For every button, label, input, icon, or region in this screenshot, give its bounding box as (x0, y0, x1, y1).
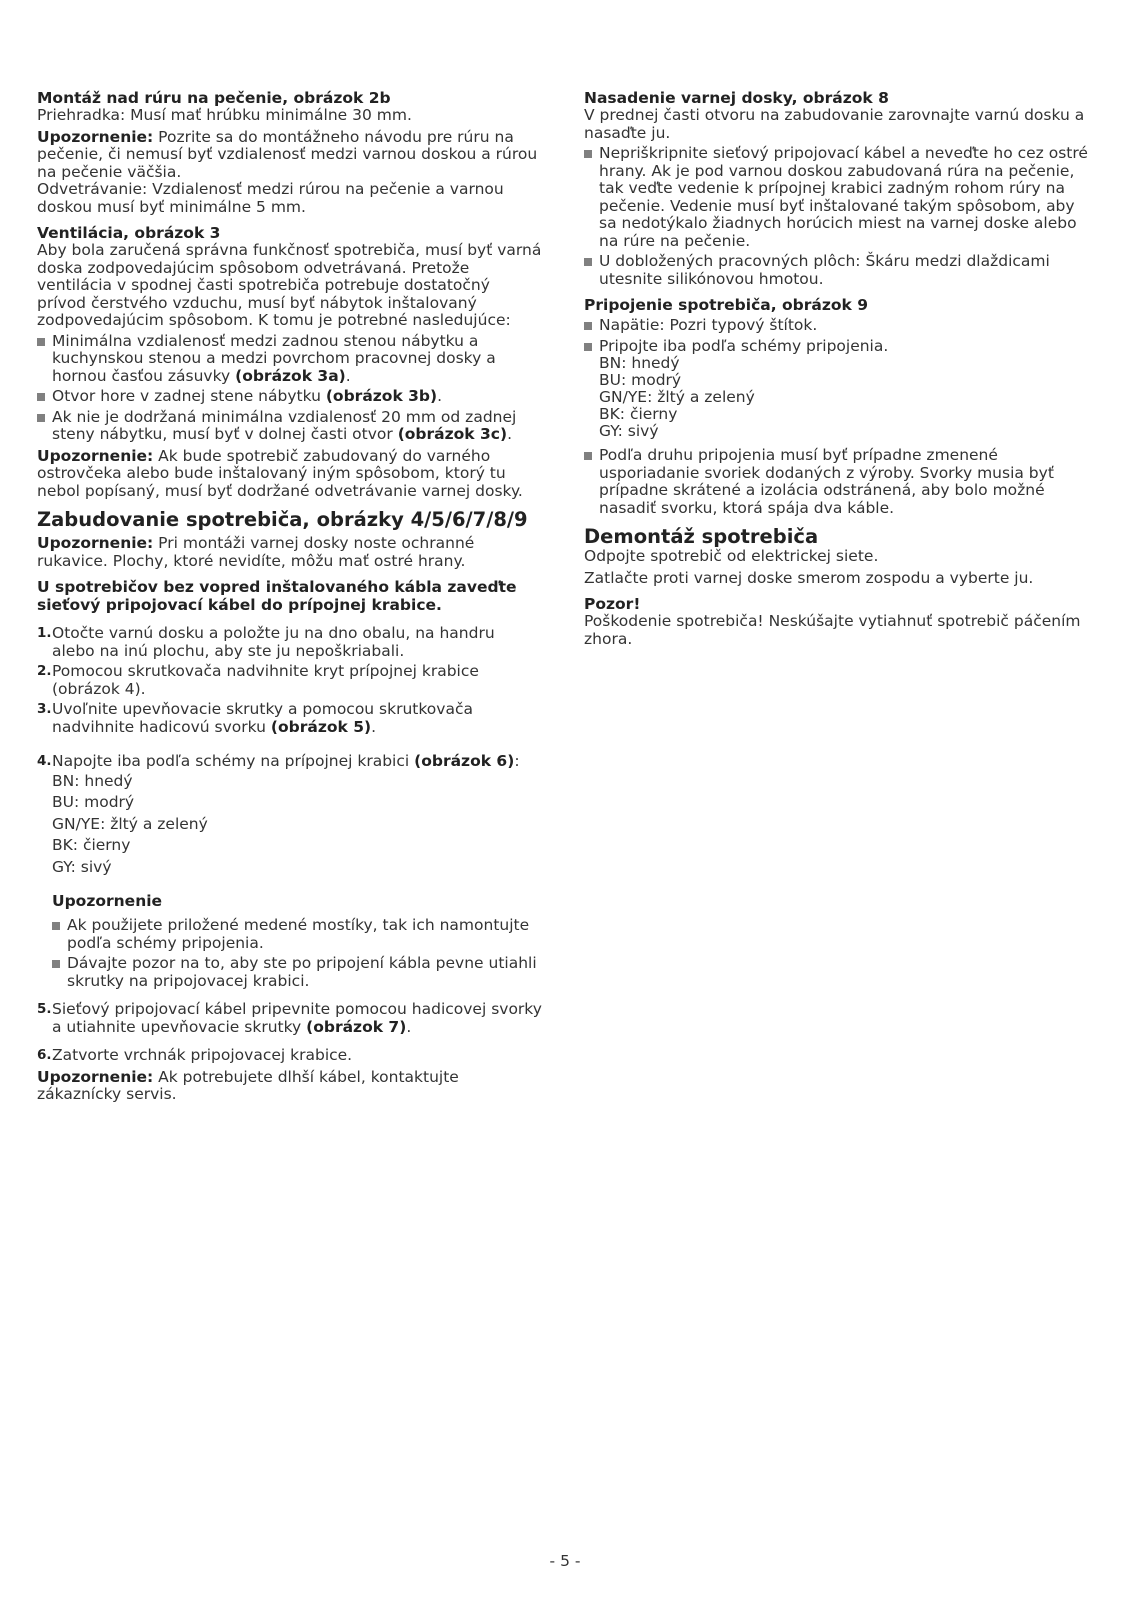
steps-list (37, 1047, 542, 1065)
bullet-list (584, 447, 1094, 517)
step-item (37, 663, 542, 698)
note-text: Pri montáži varnej dosky noste ochranné rukavice. Plochy, ktoré nevidíte, môžu mať ostré hrany. (37, 534, 475, 570)
wire-color-item: BK: čierny (599, 405, 678, 423)
wire-color-item: GY: sivý (52, 857, 112, 876)
bullet-list (584, 317, 1094, 440)
subsection-title: U spotrebičov bez vopred inštalovaného kábla zaveďte sieťový pripojovací kábel do prípojnej krabice. (37, 578, 517, 614)
warning-text: Poškodenie spotrebiča! Neskúšajte vytiahnuť spotrebič páčením zhora. (584, 612, 1081, 648)
note-label: Upozornenie: (37, 534, 154, 552)
step-item (37, 1001, 542, 1036)
wire-color-item: BU: modrý (52, 793, 135, 811)
paragraph: Zatlačte proti varnej doske smerom zospodu a vyberte ju. (584, 568, 1034, 587)
bullet-list (52, 917, 542, 990)
list-item: Podľa druhu pripojenia musí byť prípadne zmenené usporiadanie svoriek dodaných z výroby. Svorky musia byť prípadne skrátené a izolácia odstránená, aby bolo možné nasadiť svorku, ktorá spája dva káble. (584, 447, 1094, 517)
paragraph: Odpojte spotrebič od elektrickej siete. (584, 547, 879, 565)
paragraph: Aby bola zaručená správna funkčnosť spotrebiča, musí byť varná doska zodpovedajúcim spôsobom odvetrávaná. Pretože ventilácia v spodnej časti spotrebiča potrebuje dostatočný prívod čerstvého vzduchu, musí byť nábytok inštalovaný zodpovedajúcim spôsobom. K tomu je potrebné nasledujúce: (37, 241, 542, 329)
figure-ref: (obrázok 3b) (325, 387, 438, 405)
paragraph: Odvetrávanie: Vzdialenosť medzi rúrou na pečenie a varnou doskou musí byť minimálne 5 mm. (37, 180, 504, 216)
step-item (37, 753, 542, 771)
punctuation: . (406, 1017, 412, 1036)
wire-color-item: GN/YE: žltý a zelený (52, 814, 208, 833)
wire-color-list (599, 355, 1094, 440)
wire-color-item: BN: hnedý (599, 354, 680, 372)
note-paragraph (37, 448, 542, 501)
list-item: Nepriškripnite sieťový pripojovací kábel a neveďte ho cez ostré hrany. Ak je pod varnou doskou zabudovaná rúra na pečenie, tak veďte vedenie k prípojnej krabici zadným rohom rúry na pečenie. Vedenie musí byť inštalované takým spôsobom, aby sa nedotýkalo žiadnych horúcich miest na varnej doske alebo na rúre na pečenie. (584, 145, 1094, 250)
punctuation: . (371, 717, 377, 736)
note-paragraph (37, 129, 542, 182)
note-label: Upozornenie: (37, 446, 154, 465)
list-item: U dobložených pracovných plôch: Škáru medzi dlaždicami utesnite silikónovou hmotou. (584, 253, 1094, 288)
step-number: 5. (37, 1001, 52, 1017)
section-title-oven-mounting: Montáž nad rúru na pečenie, obrázok 2b (37, 89, 391, 107)
step-text: Uvoľnite upevňovacie skrutky a pomocou skrutkovača nadvihnite hadicovú svorku (52, 700, 473, 736)
right-column (584, 89, 1094, 648)
wire-color-item: BN: hnedý (52, 771, 133, 790)
figure-ref: (obrázok 3a) (235, 366, 346, 385)
bullet-list (584, 145, 1094, 288)
list-item (37, 333, 542, 386)
step-number: 4. (37, 753, 52, 769)
section-title-installation: Zabudovanie spotrebiča, obrázky 4/5/6/7/8/9 (37, 508, 528, 531)
step-text: Sieťový pripojovací kábel pripevnite pomocou hadicovej svorky a utiahnite upevňovacie skrutky (52, 1000, 542, 1036)
section-title-removal: Demontáž spotrebiča (584, 525, 819, 548)
note-label: Upozornenie: (37, 127, 154, 146)
figure-ref: (obrázok 5) (270, 717, 372, 736)
punctuation: : (514, 752, 520, 770)
wire-color-item: GY: sivý (599, 422, 659, 440)
figure-ref: (obrázok 6) (414, 752, 515, 770)
step-text: Zatvorte vrchnák pripojovacej krabice. (52, 1046, 353, 1064)
section-title-connection: Pripojenie spotrebiča, obrázok 9 (584, 296, 869, 314)
note-box (37, 892, 542, 990)
step-item (37, 625, 542, 660)
page-number: - 5 - (549, 1552, 581, 1570)
punctuation: . (507, 425, 513, 443)
steps-list (37, 1001, 542, 1036)
step-number: 2. (37, 663, 52, 679)
punctuation: . (345, 366, 351, 385)
figure-ref: (obrázok 3c) (397, 425, 508, 443)
list-item-text: Otvor hore v zadnej stene nábytku (52, 387, 326, 405)
paragraph: V prednej časti otvoru na zabudovanie zarovnajte varnú dosku a nasaďte ju. (584, 106, 1085, 142)
note-label: Upozornenie: (37, 1067, 154, 1086)
steps-list (37, 625, 542, 736)
paragraph: Priehradka: Musí mať hrúbku minimálne 30 mm. (37, 106, 412, 124)
steps-list (37, 753, 542, 771)
step-text: Pomocou skrutkovača nadvihnite kryt prípojnej krabice (obrázok 4). (52, 662, 479, 698)
list-item: Ak použijete priložené medené mostíky, tak ich namontujte podľa schémy pripojenia. (52, 917, 542, 952)
note-text: Pozrite sa do montážneho návodu pre rúru na pečenie, či nemusí byť vzdialenosť medzi varnou doskou a rúrou na pečenie väčšia. (37, 127, 538, 181)
list-item (584, 338, 1094, 441)
punctuation: . (437, 387, 443, 405)
left-column (37, 89, 542, 1104)
step-item (37, 701, 542, 736)
list-item (37, 388, 542, 406)
figure-ref: (obrázok 7) (306, 1017, 407, 1036)
wire-color-list (37, 771, 542, 879)
step-text: Napojte iba podľa schémy na prípojnej krabici (52, 752, 415, 770)
note-text: Ak bude spotrebič zabudovaný do varného ostrovčeka alebo bude inštalovaný iným spôsobom, ktorý tu nebol popísaný, musí byť dodržané odvetrávanie varnej dosky. (37, 446, 523, 500)
note-text: Ak potrebujete dlhší kábel, kontaktujte zákaznícky servis. (37, 1067, 459, 1103)
wire-color-item: BU: modrý (599, 371, 682, 389)
wire-color-item: GN/YE: žltý a zelený (599, 388, 755, 406)
list-item: Napätie: Pozri typový štítok. (584, 317, 1094, 335)
wire-color-item: BK: čierny (52, 836, 131, 854)
bullet-list (37, 333, 542, 444)
step-number: 3. (37, 701, 52, 717)
note-paragraph (37, 535, 542, 570)
note-paragraph (37, 1069, 542, 1104)
step-text: Otočte varnú dosku a položte ju na dno obalu, na handru alebo na inú plochu, aby ste ju nepoškriabali. (52, 624, 495, 660)
step-item (37, 1047, 542, 1065)
warning-title: Pozor! (584, 595, 641, 613)
section-title-hob-fitting: Nasadenie varnej dosky, obrázok 8 (584, 89, 889, 107)
step-number: 1. (37, 625, 52, 641)
list-item-text: Pripojte iba podľa schémy pripojenia. (599, 336, 889, 355)
note-title: Upozornenie (52, 892, 163, 910)
list-item-text: Ak nie je dodržaná minimálna vzdialenosť 20 mm od zadnej steny nábytku, musí byť v dolnej časti otvor (52, 407, 517, 443)
section-title-ventilation: Ventilácia, obrázok 3 (37, 224, 221, 242)
list-item-text: Minimálna vzdialenosť medzi zadnou stenou nábytku a kuchynskou stenou a medzi povrchom pracovnej dosky a hornou časťou zásuvky (52, 331, 496, 385)
step-number: 6. (37, 1047, 52, 1063)
list-item: Dávajte pozor na to, aby ste po pripojení kábla pevne utiahli skrutky na pripojovacej krabici. (52, 955, 542, 990)
list-item (37, 409, 542, 444)
